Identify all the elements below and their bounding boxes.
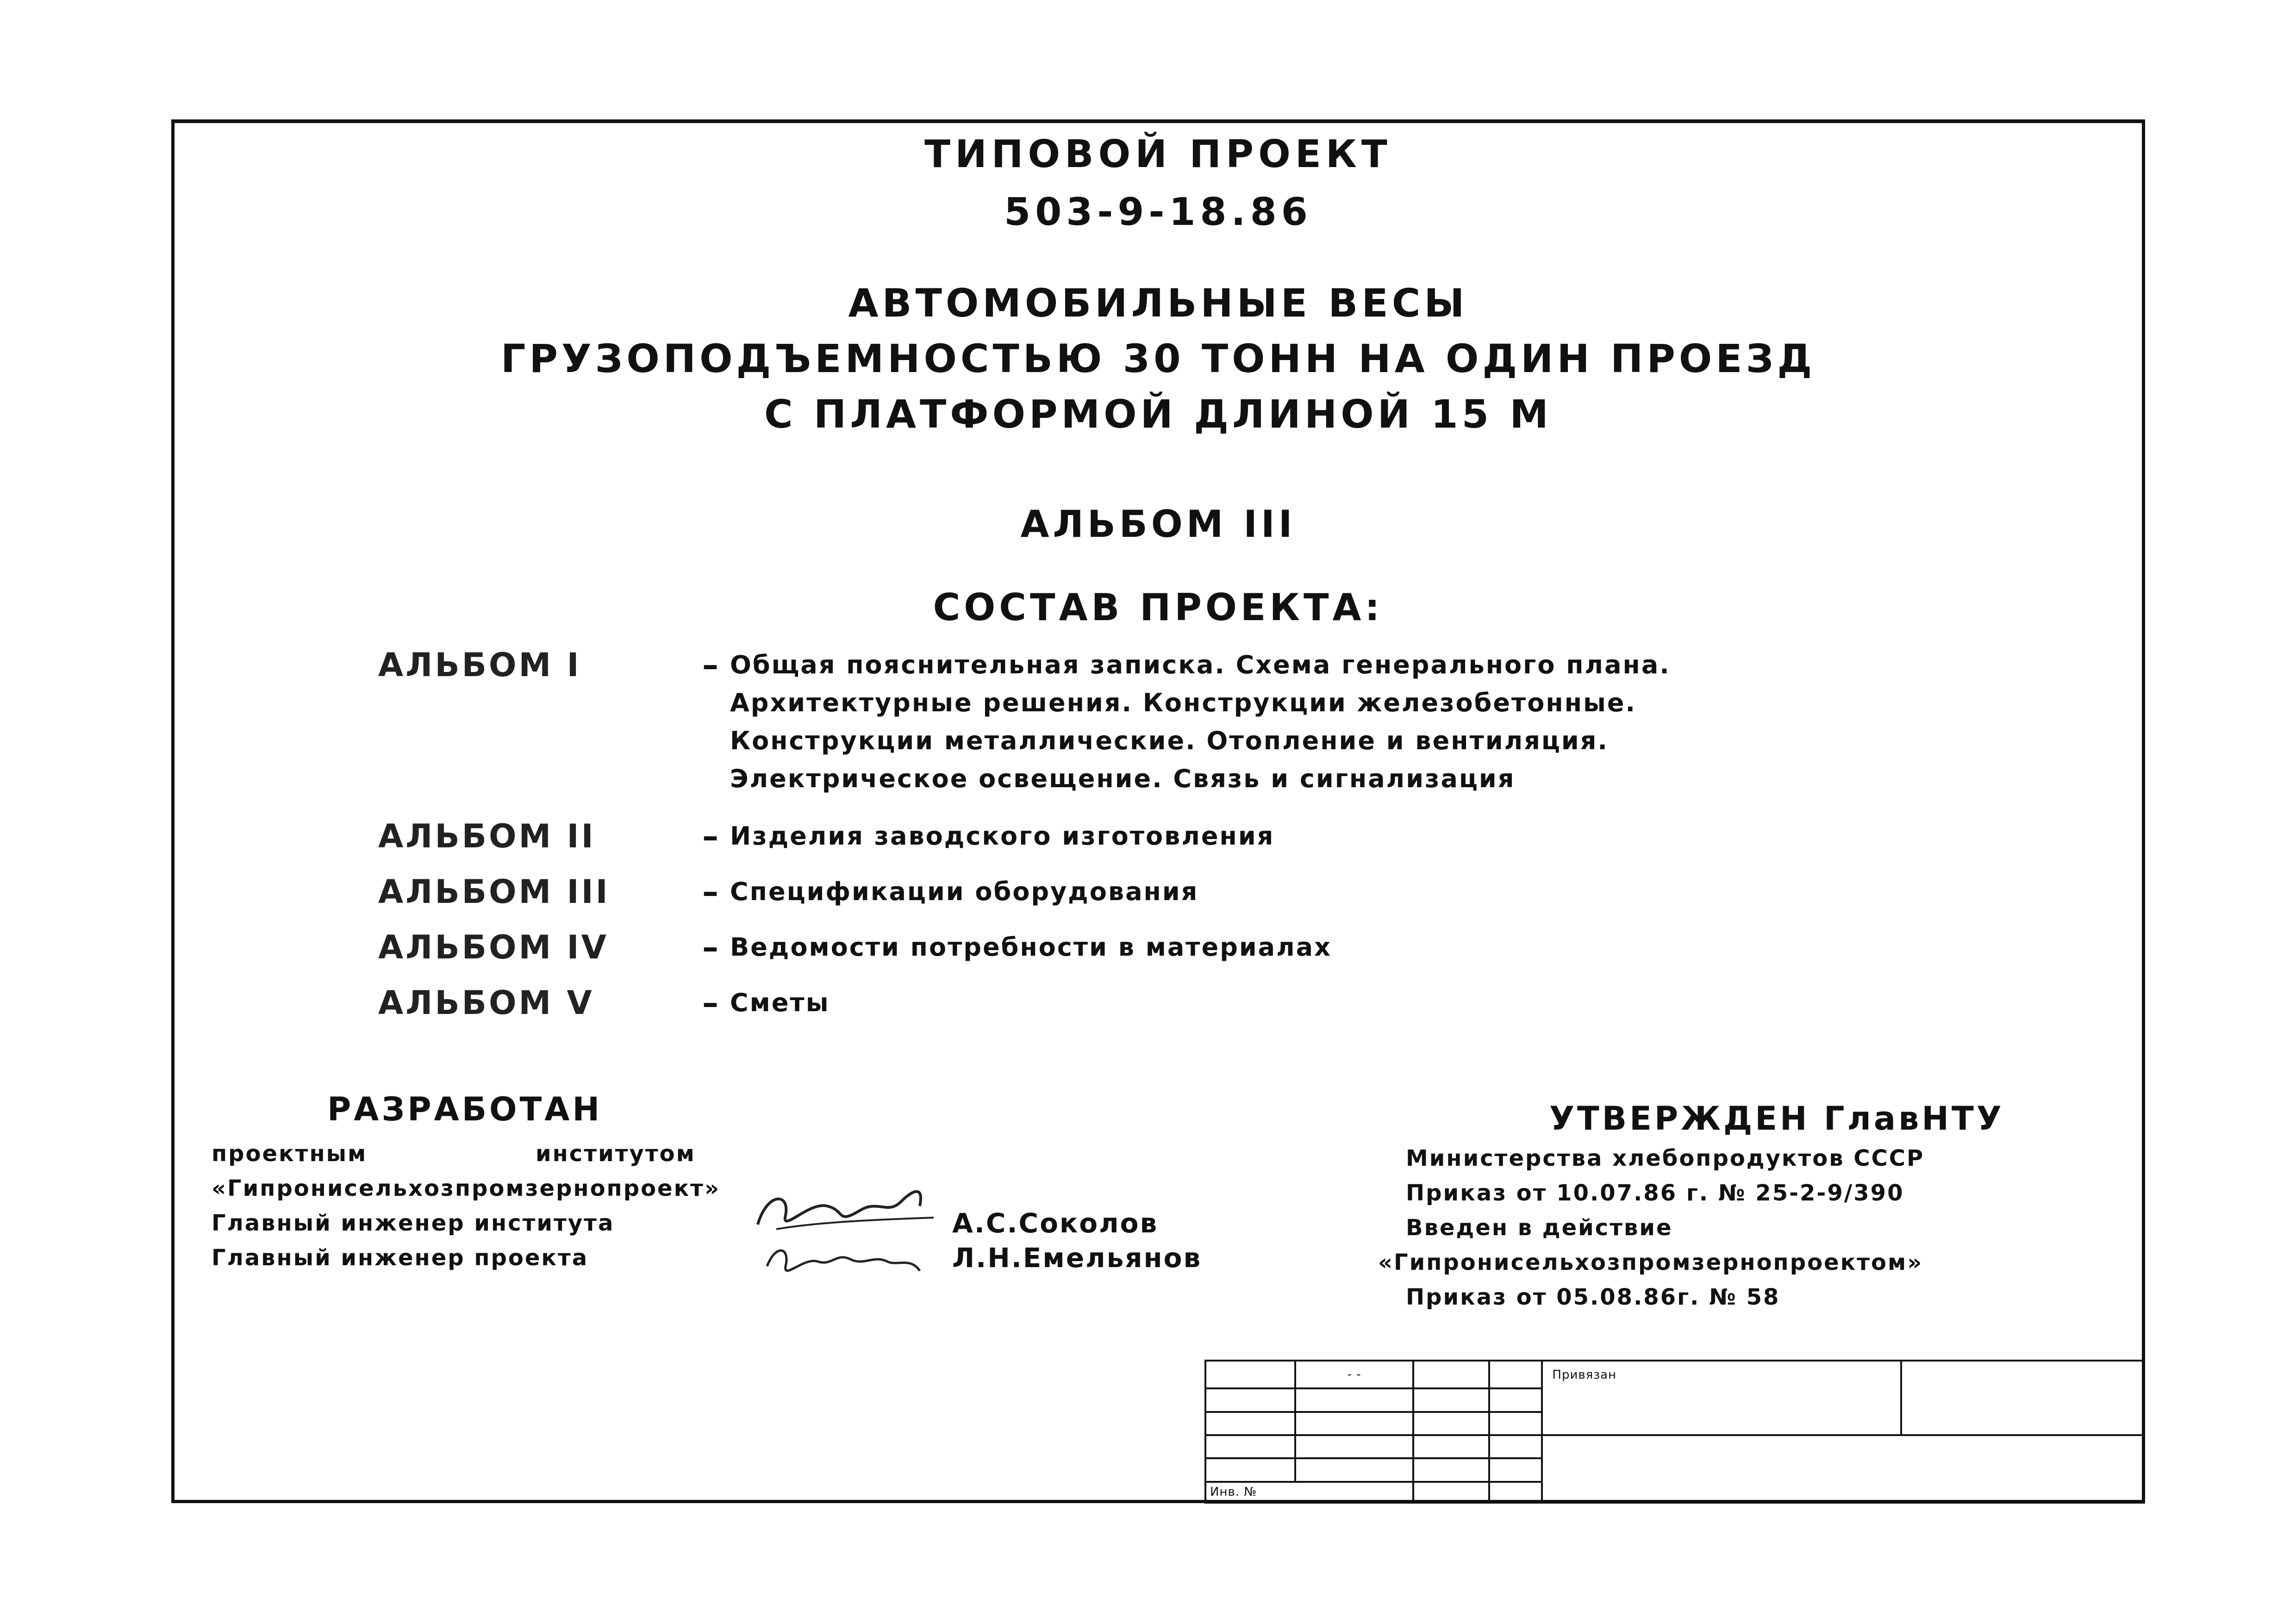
stamp-inventory-label: Инв. № — [1210, 1485, 1257, 1499]
stamp-cell — [1413, 1435, 1489, 1458]
contents-description: Спецификации оборудования — [730, 877, 1199, 906]
stamp-cell — [1205, 1435, 1295, 1458]
stamp-cell — [1901, 1361, 2144, 1435]
stamp-cell — [1413, 1412, 1489, 1435]
project-type-title: ТИПОВОЙ ПРОЕКТ — [924, 132, 1392, 176]
title-line-1: АВТОМОБИЛЬНЫЕ ВЕСЫ — [848, 280, 1468, 326]
developed-line-1b: институтом — [536, 1141, 696, 1167]
stamp-cell — [1413, 1482, 1489, 1503]
developed-line-1a: проектным — [212, 1141, 368, 1167]
document-sheet — [171, 119, 2145, 1503]
contents-album-label: АЛЬБОМ I — [378, 646, 581, 684]
contents-description — [730, 646, 1671, 798]
chief-engineer-project-label: Главный инженер проекта — [212, 1245, 589, 1271]
stamp-cell — [1489, 1482, 1542, 1503]
approved-order-2: Приказ от 05.08.86г. № 58 — [1406, 1284, 1780, 1310]
album-number: АЛЬБОМ III — [1020, 503, 1296, 546]
stamp-cell — [1295, 1458, 1413, 1481]
approved-line-1: Министерства хлебопродуктов СССР — [1406, 1145, 1925, 1171]
contents-dash: – — [702, 984, 718, 1022]
contents-item-album-3 — [378, 873, 2045, 919]
contents-item-album-4 — [378, 928, 2045, 975]
stamp-cell — [1295, 1388, 1413, 1412]
contents-item-album-2 — [378, 817, 2045, 864]
stamp-cell — [1295, 1412, 1413, 1435]
contents-album-label: АЛЬБОМ III — [378, 873, 610, 911]
stamp-inventory-cell — [1205, 1482, 1413, 1503]
stamp-cell — [1205, 1361, 1295, 1388]
stamp-cell — [1205, 1388, 1295, 1412]
stamp-bound-label: Привязан — [1552, 1368, 1617, 1382]
contents-line: Общая пояснительная записка. Схема генерального плана. — [730, 650, 1671, 679]
contents-line: Конструкции металлические. Отопление и вентиляция. — [730, 726, 1609, 755]
title-line-3: С ПЛАТФОРМОЙ ДЛИНОЙ 15 М — [764, 392, 1552, 437]
contents-description: Сметы — [730, 988, 830, 1017]
stamp-cell — [1489, 1435, 1542, 1458]
stamp-cell — [1295, 1361, 1413, 1388]
contents-item-album-1 — [378, 646, 2045, 803]
contents-heading: СОСТАВ ПРОЕКТА: — [933, 586, 1384, 629]
stamp-cell — [1413, 1361, 1489, 1388]
title-line-2: ГРУЗОПОДЪЕМНОСТЬЮ 30 ТОНН НА ОДИН ПРОЕЗД — [500, 336, 1816, 381]
contents-description: Ведомости потребности в материалах — [730, 933, 1332, 962]
contents-album-label: АЛЬБОМ II — [378, 817, 596, 855]
approved-line-4: «Гипронисельхозпромзернопроектом» — [1378, 1250, 1923, 1275]
contents-album-label: АЛЬБОМ V — [378, 984, 594, 1022]
stamp-cell — [1489, 1361, 1542, 1388]
chief-engineer-institute-name: А.С.Соколов — [952, 1207, 1159, 1239]
stamp-dash: - - — [1347, 1368, 1361, 1382]
contents-dash: – — [702, 928, 718, 966]
developed-institute-name: «Гипронисельхозпромзернопроект» — [212, 1175, 721, 1201]
contents-item-album-5 — [378, 984, 2045, 1030]
chief-engineer-project-name: Л.Н.Емельянов — [952, 1242, 1202, 1274]
approved-order-1: Приказ от 10.07.86 г. № 25-2-9/390 — [1406, 1180, 1904, 1206]
stamp-cell — [1489, 1458, 1542, 1481]
stamp-cell — [1489, 1388, 1542, 1412]
approved-heading: УТВЕРЖДЕН ГлавНТУ — [1549, 1100, 2004, 1138]
stamp-cell — [1413, 1458, 1489, 1481]
developed-heading: РАЗРАБОТАН — [327, 1090, 603, 1128]
stamp-cell — [1205, 1412, 1295, 1435]
stamp-cell — [1413, 1388, 1489, 1412]
title-block-stamp — [1204, 1360, 2145, 1504]
contents-description: Изделия заводского изготовления — [730, 821, 1275, 851]
project-number: 503-9-18.86 — [1004, 190, 1312, 234]
contents-line: Архитектурные решения. Конструкции железобетонные. — [730, 688, 1636, 717]
contents-dash: – — [702, 817, 718, 855]
stamp-cell — [1205, 1458, 1295, 1481]
stamp-cell — [1489, 1412, 1542, 1435]
contents-line: Электрическое освещение. Связь и сигнализация — [730, 764, 1516, 793]
stamp-cell — [1542, 1435, 2144, 1503]
contents-dash: – — [702, 646, 718, 684]
contents-dash: – — [702, 873, 718, 911]
stamp-cell — [1295, 1435, 1413, 1458]
approved-line-3: Введен в действие — [1406, 1215, 1673, 1241]
stamp-bound-cell — [1542, 1361, 1901, 1435]
signature-emelyanov-icon — [758, 1229, 934, 1289]
contents-album-label: АЛЬБОМ IV — [378, 928, 609, 966]
chief-engineer-institute-label: Главный инженер института — [212, 1210, 615, 1236]
